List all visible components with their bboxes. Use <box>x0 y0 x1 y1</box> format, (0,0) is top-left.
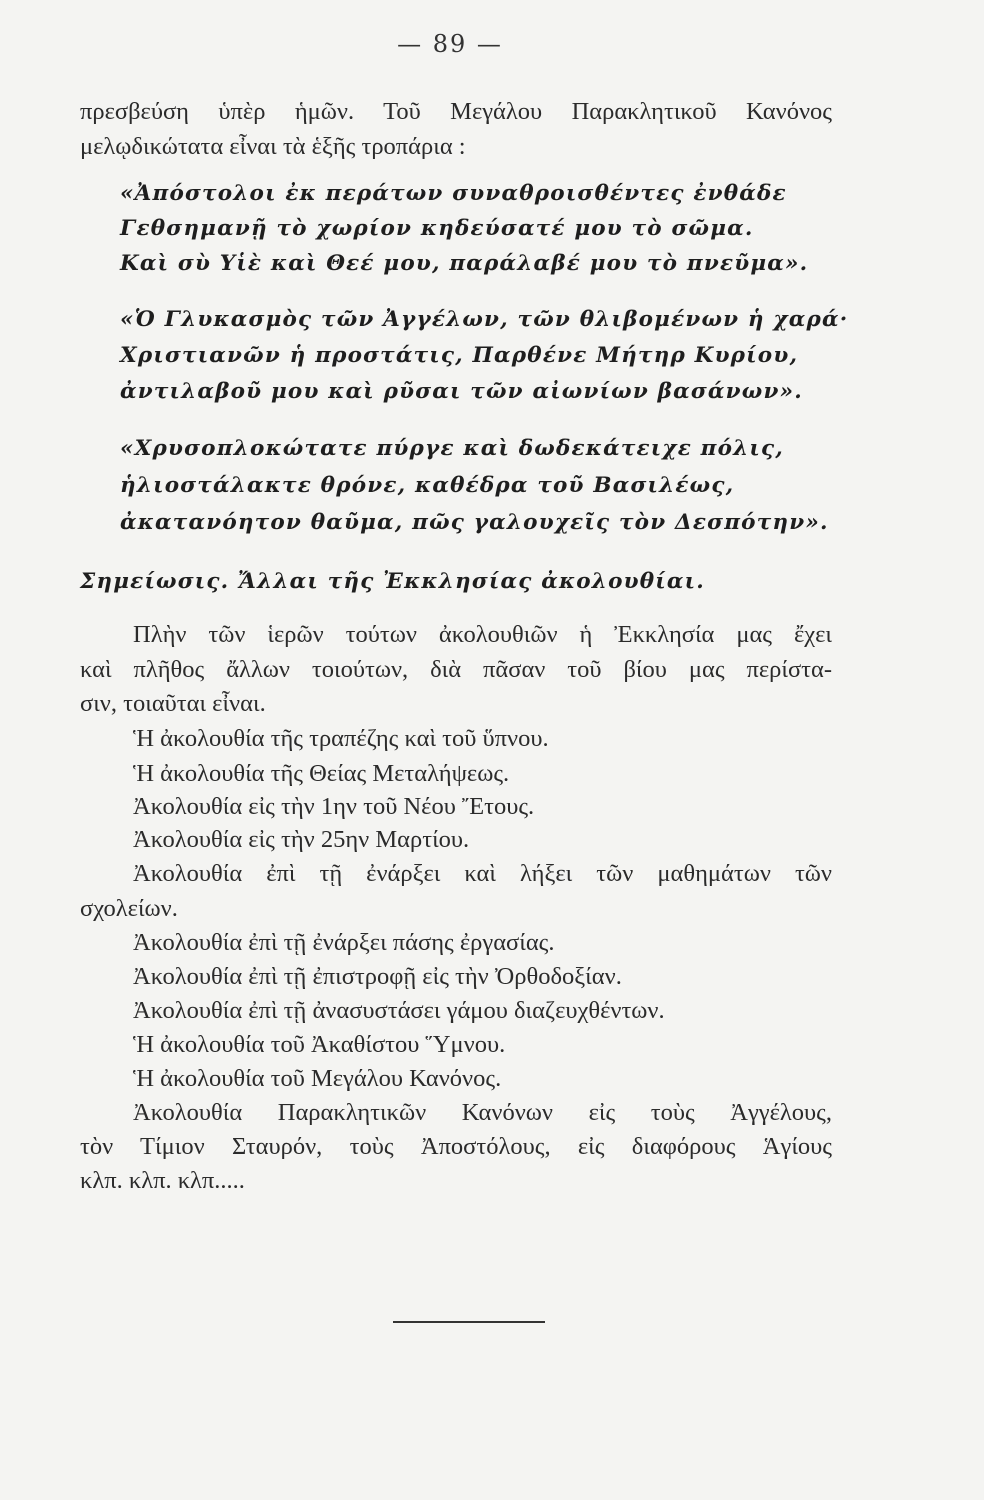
hymn-line: «Χρυσοπλοκώτατε πύργε καὶ δωδεκάτειχε πόλις, <box>120 436 784 461</box>
end-rule <box>393 1321 545 1323</box>
note-heading: Σημείωσις. Ἄλλαι τῆς Ἐκκλησίας ἀκολουθίαι. <box>80 569 705 594</box>
list-item: Ἡ ἀκολουθία τοῦ Ἀκαθίστου Ὕμνου. <box>133 1031 506 1058</box>
paragraph-line: σιν, τοιαῦται εἶναι. <box>80 690 266 717</box>
list-item: Ἡ ἀκολουθία τοῦ Μεγάλου Κανόνος. <box>133 1065 502 1092</box>
list-item: σχολείων. <box>80 895 178 922</box>
list-item: Ἀκολουθία Παρακλητικῶν Κανόνων εἰς τοὺς Ἀγγέλους, <box>133 1099 832 1126</box>
hymn-line: ἡλιοστάλακτε θρόνε, καθέδρα τοῦ Βασιλέως, <box>120 473 735 498</box>
page-number: — 89 — <box>397 30 503 58</box>
hymn-line: ἀκατανόητον θαῦμα, πῶς γαλουχεῖς τὸν Δεσπότην». <box>120 510 829 535</box>
list-item: Ἀκολουθία ἐπὶ τῇ ἐνάρξει καὶ λήξει τῶν μαθημάτων τῶν <box>133 860 832 887</box>
list-item: Ἀκολουθία ἐπὶ τῇ ἐνάρξει πάσης ἐργασίας. <box>133 929 555 956</box>
intro-line: πρεσβεύση ὑπὲρ ἡμῶν. Τοῦ Μεγάλου Παρακλητικοῦ Κανόνος <box>80 98 832 125</box>
hymn-line: Χριστιανῶν ἡ προστάτις, Παρθένε Μήτηρ Κυρίου, <box>120 343 799 368</box>
list-item: Ἀκολουθία ἐπὶ τῇ ἐπιστροφῇ εἰς τὴν Ὀρθοδοξίαν. <box>133 963 622 990</box>
paragraph-line: Πλὴν τῶν ἱερῶν τούτων ἀκολουθιῶν ἡ Ἐκκλησία μας ἔχει <box>133 621 832 648</box>
intro-line: μελῳδικώτατα εἶναι τὰ ἑξῆς τροπάρια : <box>80 133 466 160</box>
list-item: κλπ. κλπ. κλπ..... <box>80 1167 245 1194</box>
hymn-line: «Ὁ Γλυκασμὸς τῶν Ἀγγέλων, τῶν θλιβομένων ἡ χαρά· <box>120 307 849 332</box>
hymn-line: ἀντιλαβοῦ μου καὶ ρῦσαι τῶν αἰωνίων βασάνων». <box>120 379 803 404</box>
list-item: Ἡ ἀκολουθία τῆς Θείας Μεταλήψεως. <box>133 760 510 787</box>
list-item: Ἀκολουθία εἰς τὴν 25ην Μαρτίου. <box>133 826 470 853</box>
hymn-line: «Ἀπόστολοι ἐκ περάτων συναθροισθέντες ἐνθάδε <box>120 181 787 206</box>
paragraph-line: καὶ πλῆθος ἄλλων τοιούτων, διὰ πᾶσαν τοῦ βίου μας περίστα- <box>80 656 832 683</box>
list-item: Ἡ ἀκολουθία τῆς τραπέζης καὶ τοῦ ὕπνου. <box>133 725 549 752</box>
list-item: Ἀκολουθία εἰς τὴν 1ην τοῦ Νέου Ἔτους. <box>133 793 535 820</box>
list-item: Ἀκολουθία ἐπὶ τῇ ἀνασυστάσει γάμου διαζευχθέντων. <box>133 997 665 1024</box>
hymn-line: Γεθσημανῇ τὸ χωρίον κηδεύσατέ μου τὸ σῶμα. <box>120 216 754 241</box>
hymn-line: Καὶ σὺ Υἱὲ καὶ Θεέ μου, παράλαβέ μου τὸ πνεῦμα». <box>120 251 809 276</box>
list-item: τὸν Τίμιον Σταυρόν, τοὺς Ἀποστόλους, εἰς διαφόρους Ἁγίους <box>80 1133 832 1160</box>
